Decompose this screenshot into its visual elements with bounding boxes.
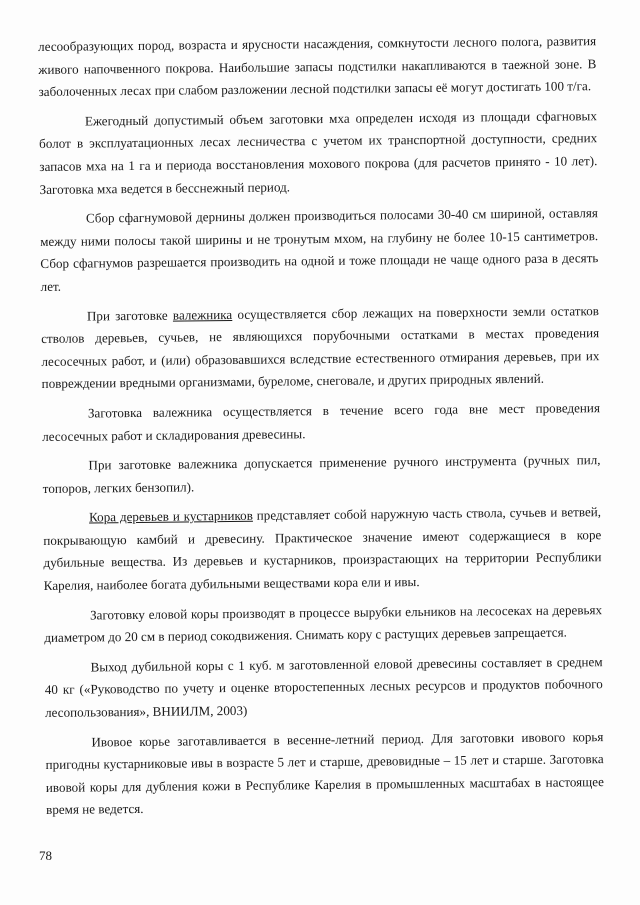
term-bark: Кора деревьев и кустарников (88, 508, 253, 525)
paragraph-deadwood-pre: При заготовке (86, 307, 173, 324)
page-number: 78 (39, 848, 52, 863)
paragraph-deadwood-definition (41, 300, 600, 396)
paragraph-willow-bark: Ивовое корье заготавливается в весенне-летний период. Для заготовки ивового корья пригодны кустарниковые ивы в возрасте 5 лет и старше, древовидные – 15 лет и старше. Заготовка ивовой коры для дубления кожи в Республике Карелия в промышленных масштабах в настоящее время не ведется. (45, 728, 604, 818)
paragraph-deadwood-tools: При заготовке валежника допускается применение ручного инструмента (ручных пил, топоров, легких бензопил). (42, 452, 601, 496)
paragraph-moss-harvest-volume: Ежегодный допустимый объем заготовки мха определен исходя из площади сфагновых болот в эксплуатационных лесах лесничества с учетом их транспортной доступности, средних запасов мха на 1 га и периода восстановления мохового покрова (для расчетов принято - 10 лет). Заготовка мха ведется в бесснежный период. (39, 107, 598, 197)
paragraph-spruce-bark: Заготовку еловой коры производят в процессе вырубки ельников на лесосеках на деревьях диаметром до 20 см в период сокодвижения. Снимать кору с растущих деревьев запрещается. (44, 601, 603, 646)
paragraph-litter-reserves: лесообразующих пород, возраста и ярусности насаждения, сомкнутости лесного полога, развития живого напочвенного покрова. Наибольшие запасы подстилки накапливаются в таежной зоне. В заболоченных лесах при слабом разложении лесной подстилки запасы её могут достигать 100 т/га. (38, 33, 597, 100)
paragraph-sphagnum-collection: Сбор сфагнумовой дернины должен производиться полосами 30-40 см шириной, оставляя между ними полосы такой ширины и не тронутым мхом, на глубину не более 10-15 сантиметров. Сбор сфагнумов разрешается производить на одной и тоже площади не чаще одного раза в десять лет. (40, 205, 599, 294)
paragraph-bark-definition (43, 501, 602, 597)
term-deadwood: валежника (172, 306, 233, 323)
paragraph-deadwood-season: Заготовка валежника осуществляется в течение всего года вне мест проведения лесосечных работ и складирования древесины. (42, 400, 601, 444)
paragraph-deadwood-post: осуществляется сбор лежащих на поверхности земли остатков стволов деревьев, сучьев, не являющихся порубочными остатками в местах проведения лесосечных работ, и (или) образовавшихся вследствие естественного отмирания деревьев, при их повреждении вредными организмами, буреломе, снеговале, и других природных явлений. (41, 302, 600, 392)
paragraph-bark-post: представляет собой наружную часть ствола, сучьев и ветвей, покрывающую камбий и древесину. Практическое значение имеют содержащиеся в коре дубильные вещества. Из деревьев и кустарников, произрастающих на территории Республики Карелия, наиболее богата дубильными веществами кора ели и ивы. (43, 504, 602, 594)
paragraph-tanning-bark-yield: Выход дубильной коры с 1 куб. м заготовленной еловой древесины составляет в среднем 40 кг («Руководство по учету и оценке второстепенных лесных ресурсов и продуктов побочного лесопользования», ВНИИЛМ, 2003) (44, 653, 603, 720)
body-text (38, 30, 604, 829)
